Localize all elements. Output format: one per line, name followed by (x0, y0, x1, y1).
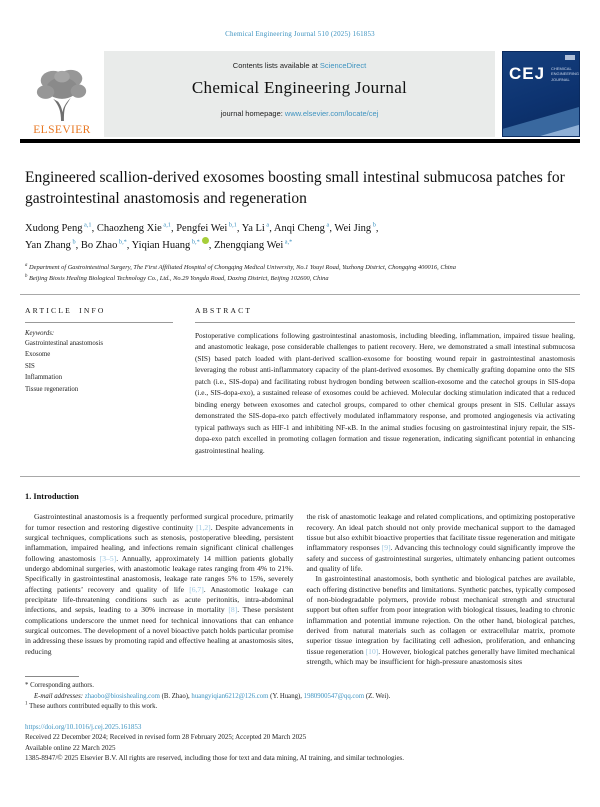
elsevier-wordmark: ELSEVIER (33, 124, 91, 136)
author-name: Wei Jing (334, 222, 372, 234)
keyword: Tissue regeneration (25, 385, 79, 393)
author-name: Yan Zhang (25, 240, 71, 252)
author-affiliation-sup: a,1 (161, 221, 171, 229)
author-affiliation-sup: b,* (190, 238, 200, 246)
body-columns (25, 512, 575, 667)
affiliation-list (25, 263, 575, 284)
equal-contribution-text: These authors contributed equally to this work. (27, 703, 158, 711)
keyword: Exosome (25, 351, 51, 359)
section-rule (20, 476, 580, 477)
text-link[interactable]: 1980900547@qq.com (303, 692, 365, 700)
keywords-label: Keywords: (25, 329, 55, 337)
orcid-icon[interactable] (202, 237, 209, 244)
received-dates: Received 22 December 2024; Received in revised form 28 February 2025; Accepted 20 March 2025 (25, 733, 307, 742)
citation-ref[interactable]: [10] (365, 646, 379, 656)
footnote-sup: 1 (25, 701, 28, 707)
article-info-column (25, 306, 173, 457)
abstract-text: Postoperative complications following gastrointestinal anastomosis, including bleeding, inflammation, impaired tissue healing, and anastomotic leakage, pose considerable challenges to patient recovery. Here, we demonstrated a small intestinal submucosa (SIS) based patch loaded with plant-derived scallion-exosome for boosting wound repair in gastrointestinal anastomosis leveraging the robust anti-inflammatory capacity of the plant-derived exosomes. By chemically grafting dopamine onto the SIS patch (i.e., SIS-dopa) and facilitating robust hydrogen bonding between scallion-exosome and the catechol groups in SIS-dopa (i.e., SIS-dopa-exo), a sustained release of exosomes could be achieved. Molecular docking stimulation indicated that a reduced binding energy between exosomes and catechol groups, compared to other chemical groups present in SIS. Cellular assays demonstrated the SIS-dopa-exo patch effectively modulated inflammatory response, and promoted angiogenesis via activating typical pathways such as HIF-1 and inhibiting NF-κB. In the animal studies focusing on gastrointestinal injury repair, the SIS-dopa-exo patch excelled in promoting collagen formation and tissue regeneration, indicating significant potential in enhancing gastrointestinal healing. (195, 330, 575, 455)
text-link[interactable]: huangyiqian6212@126.com (191, 692, 269, 700)
author-affiliation-sup: b,* (117, 238, 127, 246)
doi-link[interactable]: https://doi.org/10.1016/j.cej.2025.161853 (25, 722, 142, 731)
footnotes (25, 681, 575, 713)
homepage-line (104, 109, 495, 118)
body-paragraph: the risk of anastomotic leakage and related complications, and optimizing postoperative recovery. An ideal patch should not only provide mechanical support to the damaged tissue but also exhibit bioactive properties that facilitate tissue regeneration and mitigate inflammatory responses [9]. Advancing this technology could significantly improve the safety and success of gastrointestinal surgeries, ultimately enhancing patient outcomes and quality of life. (306, 512, 576, 574)
contents-prefix: Contents lists available at (232, 61, 320, 70)
email-addresses-note: E-mail addresses: zhaobo@biosishealing.com (B. Zhao), huangyiqian6212@126.com (Y. Huang), 1980900547@qq.com (Z. Wei). (34, 692, 391, 700)
homepage-prefix: journal homepage: (220, 109, 285, 118)
author-affiliation-sup: b,1 (227, 221, 237, 229)
article-info-underline (25, 322, 173, 323)
author-name: Yiqian Huang (131, 240, 191, 252)
affiliation: $^a$ Department of Gastrointestinal Surgery, The First Affiliated Hospital of Chongqing Medical University, No.1 Youyi Road, Yuzhong District, Chongqing 400016, China (25, 263, 456, 272)
author-list: Xudong Peng $^{a,1}$, Chaozheng Xie $^{a,1}$, Pengfei Wei $^{b,1}$, Ya Li $^a$, Anqi Cheng $^a$, Wei Jing $^b$, Yan Zhang $^b$, Bo Zhao $^{b,*}$, Yiqian Huang $^{b,*}$ , Zhengqiang Wei $^{a,*}$ (25, 221, 379, 252)
article-title: Engineered scallion-derived exosomes boosting small intestinal submucosa patches for gastrointestinal anastomosis and regeneration (25, 169, 565, 208)
author-name: Anqi Cheng (273, 222, 325, 234)
homepage-link[interactable]: www.elsevier.com/locate/cej (284, 109, 379, 118)
citation-ref[interactable]: [9] (381, 543, 391, 553)
citation-ref[interactable]: [3–5] (99, 553, 117, 563)
journal-banner (104, 51, 495, 137)
keyword: SIS (25, 362, 35, 370)
corresponding-authors-note: * Corresponding authors. (25, 682, 94, 690)
elsevier-logo (20, 51, 104, 137)
footnote-divider (25, 676, 79, 677)
available-online: Available online 22 March 2025 (25, 743, 116, 752)
keyword: Gastrointestinal anastomosis (25, 339, 103, 347)
body-paragraph: Gastrointestinal anastomosis is a frequently performed surgical procedure, primarily for tumor resection and restoring digestive continuity [1,2]. Despite advancements in surgical techniques, complications such as stenosis, postoperative bleeding, persistent inflammation, impaired healing, and infections remain significant clinical challenges following anastomosis [3–5]. Annually, approximately 14 million patients globally undergo abdominal surgeries, with anastomotic leakage rates ranging from 4% to 21%. Specifically in gastrointestinal anastomosis, leakage rate ranges 5% to 15%, severely affecting patients’ recovery and quality of life [6,7]. Anastomotic leakage can precipitate life-threatening conditions such as acute peritonitis, intra-abdominal infections, and sepsis, leading to a 30% increase in mortality [8]. These persistent complications underscore the unmet need for technical innovations that can enhance surgical outcomes. The development of a novel bioactive patch holds particular promise in addressing these issues by promoting rapid and effective healing at anastomosis sites, reducing (25, 512, 294, 656)
author-name: Chaozheng Xie (96, 222, 162, 234)
author-affiliation-sup: b (70, 238, 76, 246)
cover-abbrev: CEJ (509, 64, 546, 83)
body-column-right (307, 512, 576, 667)
body-column-left (25, 512, 294, 667)
abstract-column (195, 306, 575, 457)
author-affiliation-sup: a,1 (82, 221, 92, 229)
equal-contribution-note (25, 702, 575, 713)
author-affiliation-sup: a,* (283, 238, 293, 246)
author-name: Pengfei Wei (176, 222, 228, 234)
author-name: Xudong Peng (25, 222, 83, 234)
author-name: Bo Zhao (80, 240, 118, 252)
author-name: Zhengqiang Wei (214, 240, 284, 252)
citation-ref[interactable]: [8] (228, 605, 238, 615)
section-heading-introduction: 1. Introduction (25, 492, 79, 502)
article-info-header: ARTICLE INFO (25, 305, 106, 315)
article-info-abstract-block (25, 295, 575, 467)
body-paragraph: In gastrointestinal anastomosis, both synthetic and biological patches are available, each offering distinctive benefits and limitations. Synthetic patches, typically composed of non-biodegradable polymers, provide robust mechanical strength and structural support but often suffer from poor integration with biological tissues, leading to chronic inflammation and potential immune rejection. On the other hand, biological patches, derived from natural materials such as collagen or extracellular matrix, promote superior tissue integration by facilitating cell adhesion, proliferation, and enhancing tissue regeneration [10]. However, biological patches generally have limited mechanical strength, which may be insufficient for high-pressure anastomosis sites (306, 574, 575, 666)
sciencedirect-link[interactable]: ScienceDirect (319, 61, 367, 70)
author-name: Ya Li (241, 222, 265, 234)
abstract-underline (195, 322, 575, 323)
elsevier-tree-icon (34, 65, 90, 123)
affiliation: $^b$ Beijing Biosis Healing Biological Technology Co., Ltd., No.29 Yongda Road, Daxing District, Beijing 102600, China (25, 273, 329, 282)
cover-detail (565, 55, 575, 60)
abstract-header: ABSTRACT (195, 305, 253, 315)
keyword: Inflammation (25, 374, 62, 382)
text-link[interactable]: zhaobo@biosishealing.com (84, 692, 160, 700)
journal-header (20, 51, 580, 137)
cover-title: CHEMICAL ENGINEERING JOURNAL (551, 66, 580, 82)
page-footer (25, 722, 575, 764)
author-affiliation-sup: a (324, 221, 330, 229)
citation-ref[interactable]: [6,7] (189, 584, 204, 594)
journal-cover-thumbnail (502, 51, 580, 137)
copyright-line: 1385-8947/© 2025 Elsevier B.V. All rights are reserved, including those for text and data mining, AI training, and similar technologies. (25, 754, 405, 763)
journal-name: Chemical Engineering Journal (191, 78, 408, 97)
citation-ref[interactable]: [1,2] (196, 522, 211, 532)
keyword-list (25, 338, 173, 396)
header-divider (20, 139, 580, 143)
author-affiliation-sup: b (371, 221, 376, 229)
contents-line (104, 61, 495, 70)
journal-citation: Chemical Engineering Journal 510 (2025) 161853 (225, 30, 375, 38)
author-affiliation-sup: a (264, 221, 270, 229)
